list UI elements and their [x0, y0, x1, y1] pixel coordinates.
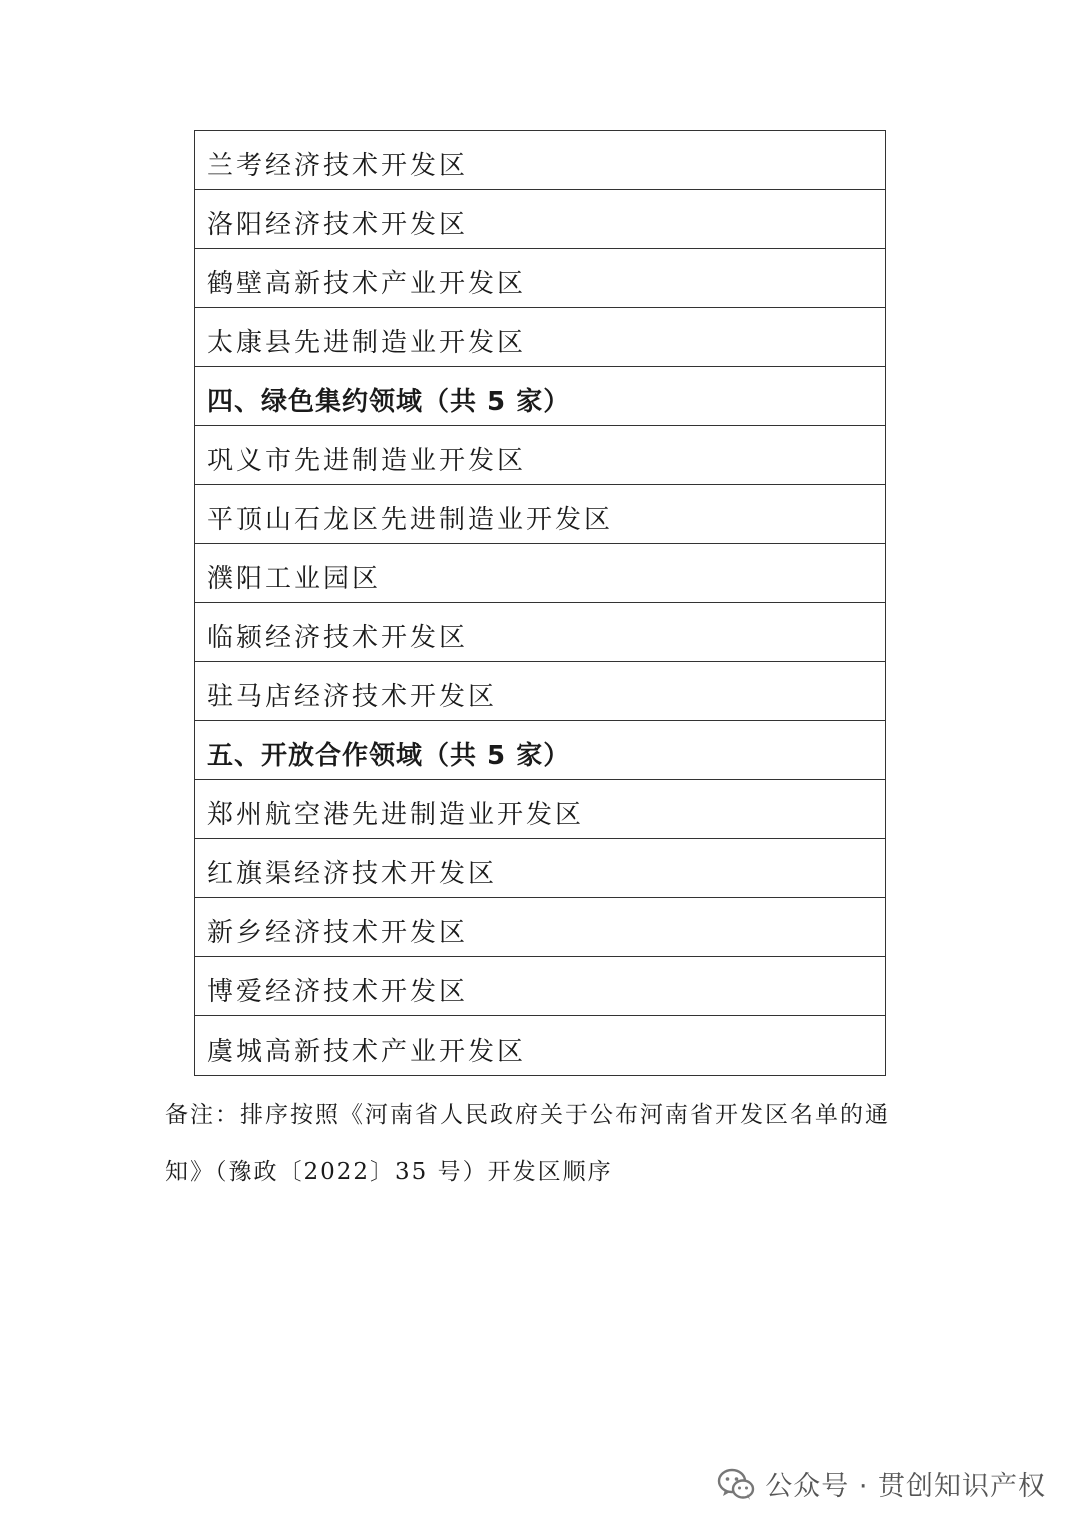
- table-row: 郑州航空港先进制造业开发区: [195, 780, 885, 839]
- table-row: 虞城高新技术产业开发区: [207, 1037, 527, 1067]
- table-row: 驻马店经济技术开发区: [195, 662, 885, 721]
- watermark-text: 公众号 · 贯创知识产权: [765, 1471, 1046, 1502]
- table-row: 濮阳工业园区: [195, 544, 885, 603]
- note-line-1: 备注：排序按照《河南省人民政府关于公布河南省开发区名单的通: [165, 1102, 890, 1128]
- table-row: 巩义市先进制造业开发区: [195, 426, 885, 485]
- table-row: 洛阳经济技术开发区: [195, 190, 885, 249]
- section-header-green-intensive: 四、绿色集约领域（共 5 家）: [195, 367, 885, 426]
- table-row: 临颍经济技术开发区: [195, 603, 885, 662]
- table-row: 鹤壁高新技术产业开发区: [195, 249, 885, 308]
- wechat-icon: [717, 1467, 755, 1501]
- watermark: [717, 1464, 1046, 1503]
- table-row: 太康县先进制造业开发区: [195, 308, 885, 367]
- table-row: 红旗渠经济技术开发区: [195, 839, 885, 898]
- table-row: 平顶山石龙区先进制造业开发区: [195, 485, 885, 544]
- development-zone-table: [194, 130, 886, 1076]
- table-row: 博爱经济技术开发区: [195, 957, 885, 1016]
- table-row: 兰考经济技术开发区: [195, 131, 885, 190]
- section-header-open-cooperation: 五、开放合作领域（共 5 家）: [195, 721, 885, 780]
- note-line-2: 知》（豫政〔2022〕35 号）开发区顺序: [165, 1159, 613, 1185]
- table-row: 新乡经济技术开发区: [195, 898, 885, 957]
